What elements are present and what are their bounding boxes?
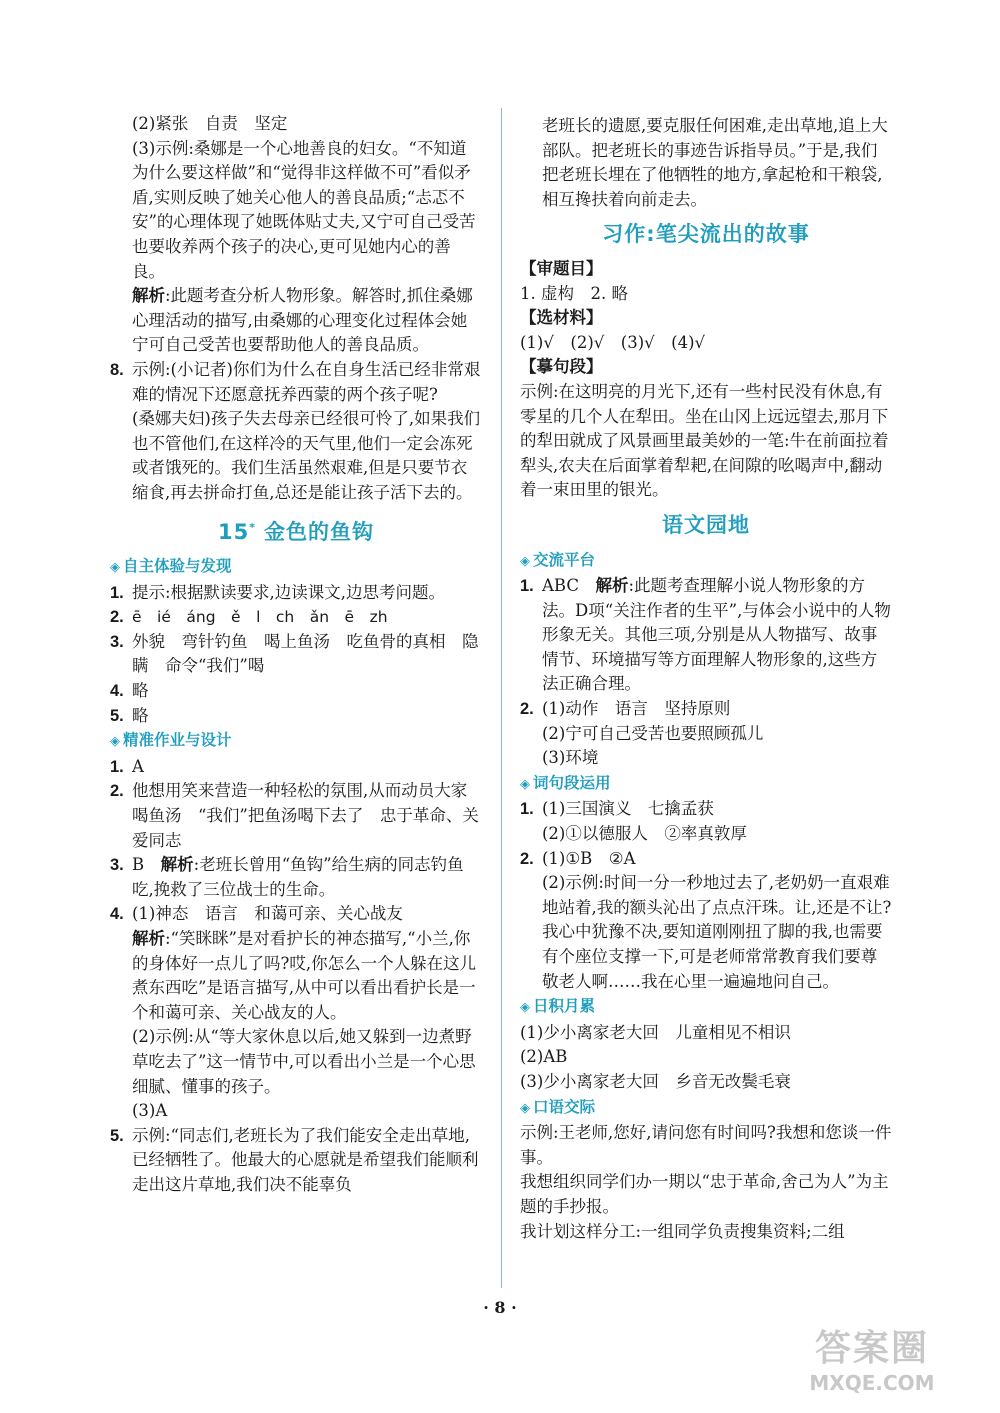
list-item: 2. ē ié áng ě l ch ǎn ē zh [110, 608, 388, 627]
answer-line: (2)①以德服人 ②率真敦厚 [542, 824, 747, 844]
diamond-icon: ◈ [110, 734, 120, 750]
question-8 [110, 358, 482, 407]
list-item: 1. (1)三国演义 七擒孟获 [520, 799, 714, 819]
list-item: 4. (1)神态 语言 和蔼可亲、关心战友 [110, 904, 403, 924]
analysis-label: 解析 [160, 855, 194, 875]
diamond-icon: ◈ [520, 1100, 530, 1116]
right-column [520, 114, 892, 1244]
diamond-icon: ◈ [520, 553, 530, 569]
section-heading: ◈ 词句段运用 [520, 773, 611, 792]
bracket-heading: 【摹句段】 [520, 357, 603, 377]
section-heading: ◈ 精准作业与设计 [110, 731, 232, 750]
answer-paragraph: (2)示例:时间一分一秒地过去了,老奶奶一直艰难地站着,我的额头沁出了点点汗珠。让,还是不让?我心中犹豫不决,要知道刚刚扭了脚的我,也需要有个座位支撑一下,可是老师常常教育我们要尊敬老人啊……我在心里一遍遍地问自己。 [542, 873, 892, 991]
answer-line: (3)少小离家老大回 乡音无改鬓毛衰 [520, 1071, 791, 1091]
section-title-yuwen: 语文园地 [662, 512, 750, 537]
answer-paragraph: 我想组织同学们办一期以“忠于革命,舍己为人”为主题的手抄报。 [520, 1172, 889, 1216]
answer-line: (1)少小离家老大回 儿童相见不相识 [520, 1022, 791, 1042]
list-item: 1. A [110, 756, 144, 776]
answer-line: (2)宁可自己受苦也要照顾孤儿 [542, 723, 764, 743]
section-heading: ◈ 自主体验与发现 [110, 557, 232, 576]
lesson-name: 金色的鱼钩 [264, 519, 374, 544]
answer-line: 1. 虚构 2. 略 [520, 283, 628, 303]
lesson-title [110, 516, 482, 545]
analysis-label: 解析 [595, 576, 629, 596]
analysis-label: 解析 [132, 929, 165, 948]
answer-paragraph: (2)示例:从“等大家休息以后,她又躲到一边煮野草吃去了”这一情节中,可以看出小兰是一个心思细腻、懂事的孩子。 [132, 1027, 476, 1096]
watermark [772, 1320, 972, 1395]
answer-paragraph: 我计划这样分工:一组同学负责搜集资料;二组 [520, 1221, 845, 1241]
analysis-text: :此题考查分析人物形象。解答时,抓住桑娜心理活动的描写,由桑娜的心理变化过程体会她宁可自己受苦也要帮助他人的善良品质。 [132, 286, 473, 355]
column-divider [501, 108, 502, 1288]
answer-paragraph: 老班长的遗愿,要克服任何困难,走出草地,追上大部队。把老班长的事迹告诉指导员。”于是,我们把老班长埋在了他牺牲的地方,拿起枪和干粮袋,相互搀扶着向前走去。 [542, 116, 888, 209]
lesson-number: 15 [218, 519, 250, 544]
diamond-icon: ◈ [520, 1000, 530, 1016]
list-item: 4. 略 [110, 681, 149, 701]
answer-paragraph: 示例:在这明亮的月光下,还有一些村民没有休息,有零星的几个人在犁田。坐在山冈上远远望去,那月下的犁田就成了风景画里最美妙的一笔:牛在前面拉着犁头,农夫在后面掌着犁耙,在间隙的吆喝声中,翻动着一束田里的银光。 [520, 381, 889, 500]
list-item: 3. B 解析:老班长曾用“鱼钩”给生病的同志钓鱼吃,挽救了三位战士的生命。 [110, 855, 464, 899]
answer-line: (3)环境 [542, 748, 599, 768]
section-heading: ◈ 口语交际 [520, 1097, 596, 1116]
answer-line: (1)√ (2)√ (3)√ (4)√ [520, 332, 706, 352]
section-heading: ◈ 交流平台 [520, 550, 596, 569]
list-item: 2. (1)①B ②A [520, 848, 636, 868]
section-heading: ◈ 日积月累 [520, 997, 596, 1016]
section-title-xizuo: 习作:笔尖流出的故事 [602, 222, 810, 247]
analysis-label: 解析 [132, 286, 165, 306]
answer-line: (3)A [132, 1101, 168, 1121]
list-item: 2. (1)动作 语言 坚持原则 [520, 699, 731, 719]
left-column [110, 112, 482, 1198]
lesson-star: * [249, 520, 256, 534]
page-number: · 8 · [483, 1298, 517, 1317]
analysis-paragraph: 解析:“笑眯眯”是对看护长的神态描写,“小兰,你的身体好一点儿了吗?哎,你怎么一个人躲在这儿煮东西吃”是语言描写,从中可以看出看护长是一个和蔼可亲、关心战友的人。 [132, 929, 477, 1022]
analysis-paragraph [110, 284, 482, 358]
list-item: 1. 提示:根据默读要求,边读课文,边思考问题。 [110, 582, 446, 602]
list-item: 3. 外貌 弯针钓鱼 喝上鱼汤 吃鱼骨的真相 隐瞒 命令“我们”喝 [110, 631, 479, 676]
answer-line: (2)紧张 自责 坚定 [132, 114, 288, 133]
question-number: 8. [110, 360, 124, 379]
diamond-icon: ◈ [520, 776, 530, 792]
answer-line: (2)AB [520, 1047, 568, 1067]
list-item: 5. 略 [110, 705, 149, 725]
bracket-heading: 【审题目】 [520, 258, 603, 278]
question-answer: 示例:(小记者)你们为什么在自身生活已经非常艰难的情况下还愿意抚养西蒙的两个孩子呢? [132, 359, 481, 404]
answer-paragraph: (3)示例:桑娜是一个心地善良的妇女。“不知道为什么要这样做”和“觉得非这样做不可”看似矛盾,实则反映了她关心他人的善良品质;“忐忑不安”的心理体现了她既体贴丈夫,又宁可自己受苦也要收养两个孩子的决心,更可见她内心的善良。 [132, 138, 476, 281]
bracket-heading: 【选材料】 [520, 308, 603, 328]
diamond-icon: ◈ [110, 560, 120, 576]
list-item: 2. 他想用笑来营造一种轻松的氛围,从而动员大家喝鱼汤 “我们”把鱼汤喝下去了 忠于革命、关爱同志 [110, 781, 479, 850]
watermark-logo-text: 答案圈 [814, 1328, 929, 1369]
list-item: 1. ABC 解析:此题考查理解小说人物形象的方法。D项“关注作者的生平”,与体会小说中的人物形象无关。其他三项,分别是从人物描写、故事情节、环境描写等方面理解人物形象的,这些方法正确合理。 [520, 576, 891, 694]
watermark-url: MXQE.COM [809, 1371, 935, 1395]
answer-paragraph: 示例:王老师,您好,请问您有时间吗?我想和您谈一件事。 [520, 1123, 892, 1167]
list-item: 5. 示例:“同志们,老班长为了我们能安全走出草地,已经牺牲了。他最大的心愿就是希望我们能顺利走出这片草地,我们决不能辜负 [110, 1125, 479, 1194]
answer-paragraph: (桑娜夫妇)孩子失去母亲已经很可怜了,如果我们也不管他们,在这样冷的天气里,他们一定会冻死或者饿死的。我们生活虽然艰难,但是只要节衣缩食,再去拼命打鱼,总还是能让孩子活下去的。 [132, 409, 481, 502]
